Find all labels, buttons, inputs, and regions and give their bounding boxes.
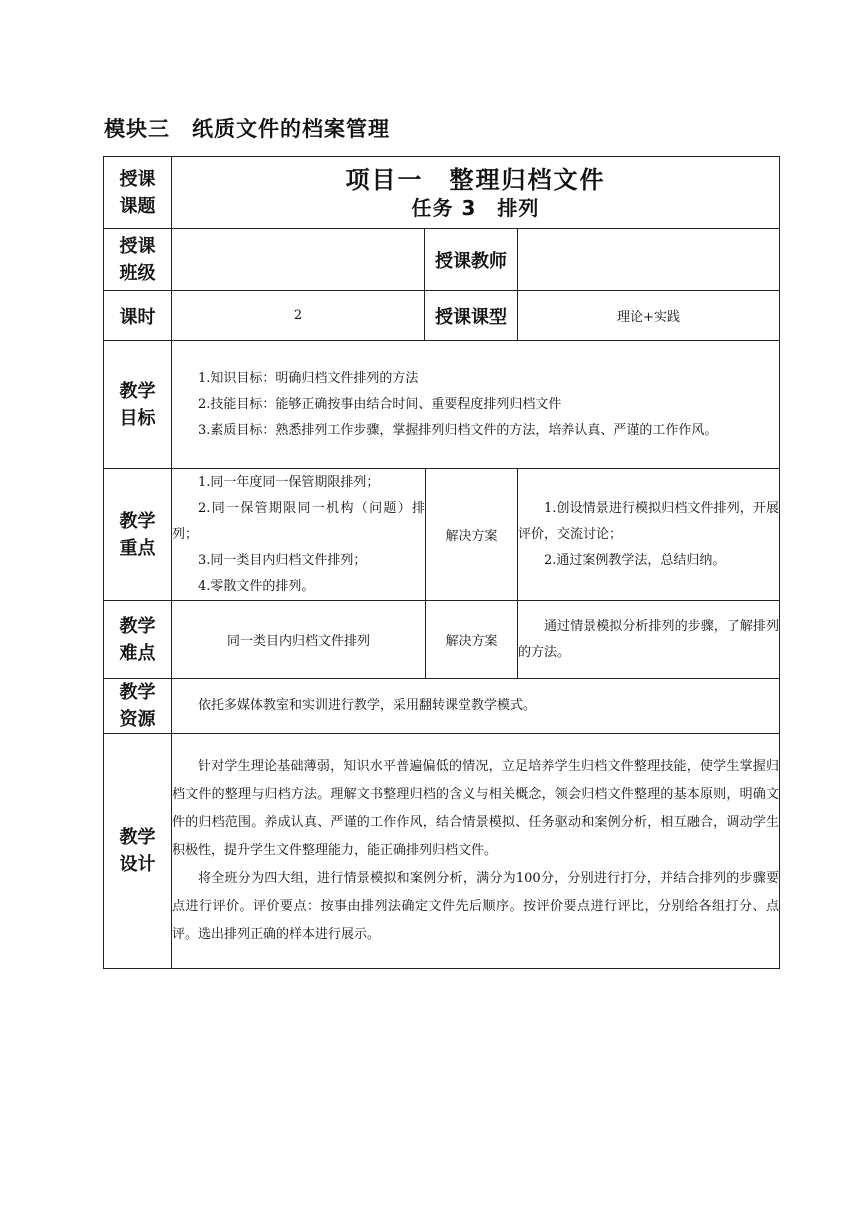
row-goals (104, 341, 780, 469)
lesson-type-value: 理论+实践 (518, 291, 780, 341)
key-point-item: 1.同一年度同一保管期限排列； (198, 474, 380, 490)
label-lesson-type: 授课课型 (425, 291, 518, 341)
lesson-plan-table (103, 156, 780, 469)
difficulty-solution: 通过情景模拟分析排列的步骤，了解排列的方法。 (518, 618, 779, 660)
label-design-line2: 设计 (119, 854, 156, 875)
project-title: 项目一 整理归档文件 (345, 165, 606, 194)
task-title: 任务 3 排列 (411, 195, 540, 220)
label-hours: 课时 (104, 291, 172, 341)
goals-cell (172, 341, 780, 469)
lesson-plan-table-lower (103, 468, 780, 969)
label-topic-line2: 课题 (119, 195, 156, 217)
key-solutions-cell (518, 469, 780, 601)
label-resources-line2: 资源 (119, 709, 156, 730)
row-hours (104, 291, 780, 341)
key-points-cell (172, 469, 426, 601)
label-key-points (104, 469, 172, 601)
key-point-item: 2.同一保管期限同一机构（问题）排列； (172, 500, 425, 542)
row-class (104, 229, 780, 291)
difficulty-solution-cell (518, 601, 780, 679)
label-teacher: 授课教师 (425, 229, 518, 291)
resources-cell (172, 679, 780, 734)
difficulty-solution-label: 解决方案 (426, 601, 518, 679)
teacher-value (518, 229, 780, 291)
difficulty-value: 同一类目内归档文件排列 (172, 601, 426, 679)
label-difficulty-line1: 教学 (119, 615, 156, 637)
goal-item: 1.知识目标：明确归档文件排列的方法 (198, 370, 419, 386)
goal-item: 2.技能目标：能够正确按事由结合时间、重要程度排列归档文件 (198, 396, 562, 412)
resources-text: 依托多媒体教室和实训进行教学，采用翻转课堂教学模式。 (198, 698, 537, 713)
label-goals-line1: 教学 (119, 380, 156, 402)
key-solution-item: 2.通过案例教学法，总结归纳。 (544, 552, 726, 568)
row-key-points (104, 469, 780, 601)
label-design-line1: 教学 (119, 827, 156, 848)
label-key-line1: 教学 (119, 510, 156, 532)
label-goals-line2: 目标 (119, 407, 156, 429)
row-topic (104, 157, 780, 229)
label-topic-line1: 授课 (119, 168, 156, 190)
label-goals (104, 341, 172, 469)
module-title: 模块三 纸质文件的档案管理 (104, 117, 390, 141)
label-key-line2: 重点 (119, 537, 156, 559)
key-solution-item: 1.创设情景进行模拟归档文件排列，开展评价，交流讨论； (518, 500, 779, 542)
key-point-item: 4.零散文件的排列。 (198, 578, 315, 594)
design-cell (172, 734, 780, 969)
label-resources-line1: 教学 (119, 682, 156, 703)
label-resources (104, 679, 172, 734)
label-class-line1: 授课 (119, 235, 156, 257)
label-topic (104, 157, 172, 229)
label-class-line2: 班级 (119, 262, 156, 284)
hours-value: 2 (172, 291, 425, 341)
class-value (172, 229, 425, 291)
topic-cell (172, 157, 780, 229)
label-class (104, 229, 172, 291)
design-paragraph: 将全班分为四大组，进行情景模拟和案例分析，满分为100分，分别进行打分，并结合排列的步骤要点进行评价。评价要点：按事由排列法确定文件先后顺序。按评价要点进行评比，分别给各组打分、点评。选出排列正确的样本进行展示。 (172, 871, 779, 942)
key-point-item: 3.同一类目内归档文件排列； (198, 552, 367, 568)
goal-item: 3.素质目标：熟悉排列工作步骤，掌握排列归档文件的方法，培养认真、严谨的工作作风。 (198, 422, 718, 438)
label-design (104, 734, 172, 969)
design-paragraph: 针对学生理论基础薄弱，知识水平普遍偏低的情况，立足培养学生归档文件整理技能，使学生掌握归档文件的整理与归档方法。理解文书整理归档的含义与相关概念，领会归档文件整理的基本原则，明确文件的归档范围。养成认真、严谨的工作作风，结合情景模拟、任务驱动和案例分析，相互融合，调动学生积极性，提升学生文件整理能力，能正确排列归档文件。 (172, 759, 779, 858)
label-difficulty-line2: 难点 (119, 642, 156, 664)
label-difficulty (104, 601, 172, 679)
row-design (104, 734, 780, 969)
row-resources (104, 679, 780, 734)
key-solution-label: 解决方案 (426, 469, 518, 601)
row-difficulty (104, 601, 780, 679)
